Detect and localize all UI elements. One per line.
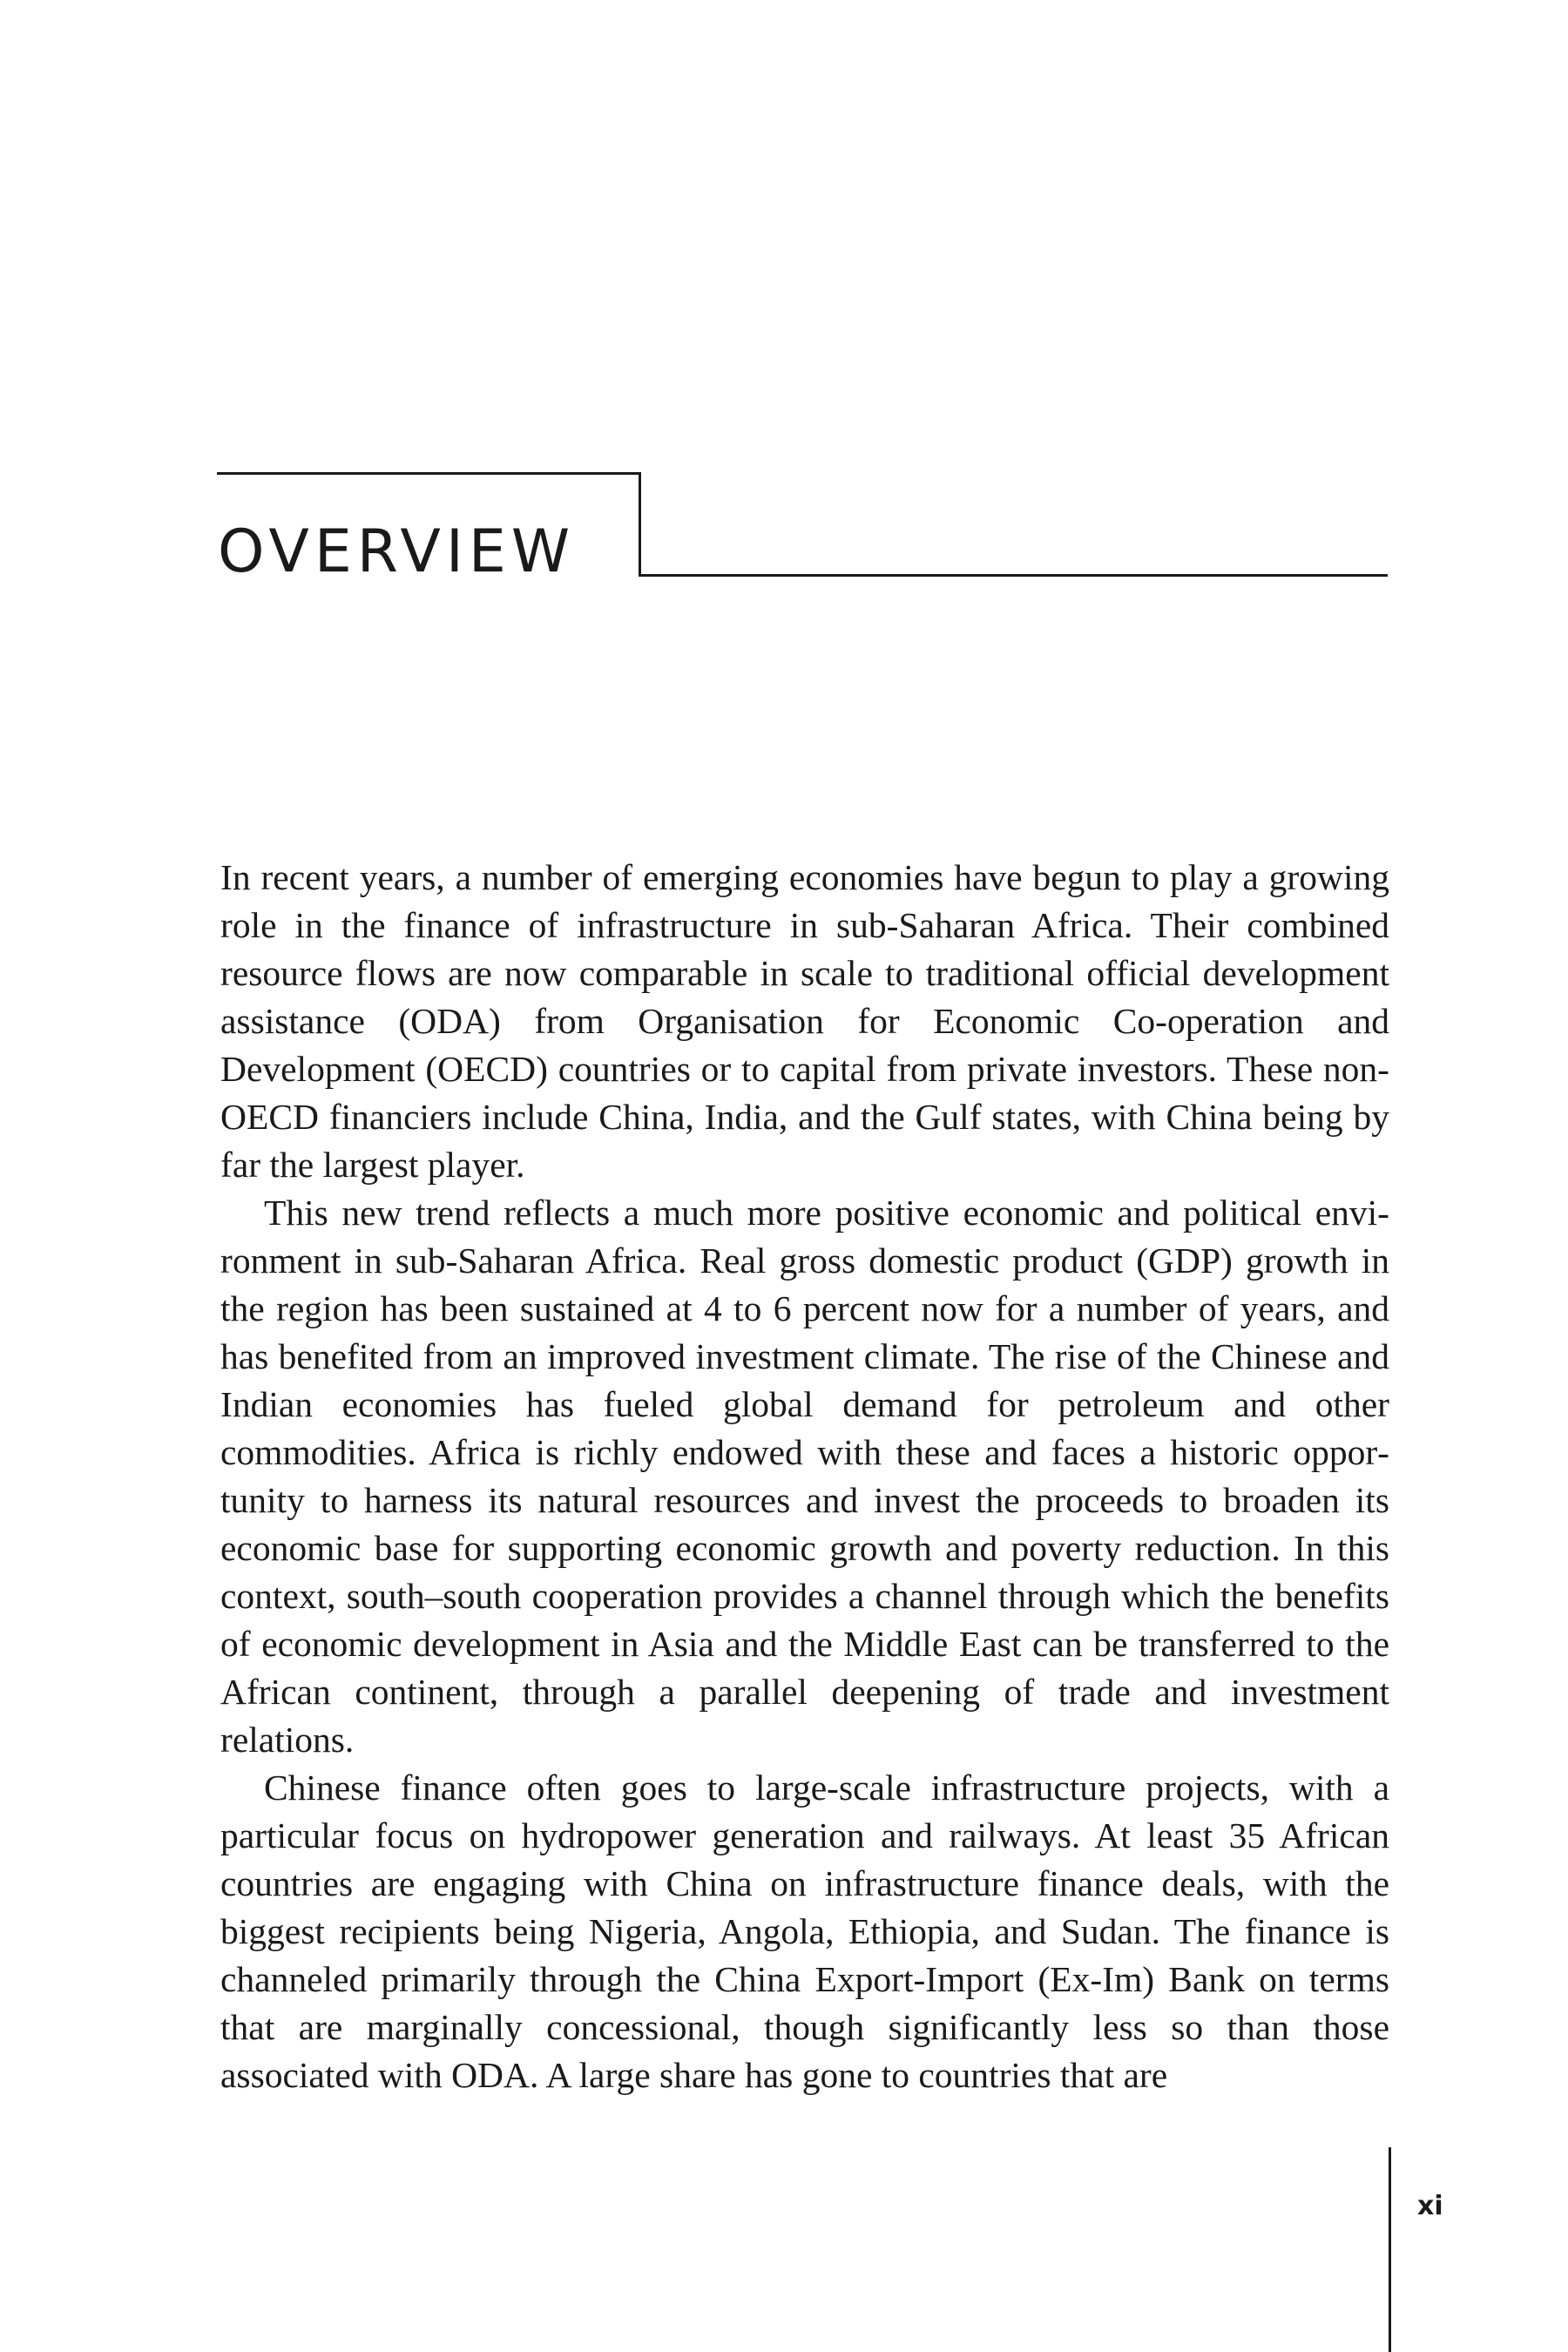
- page-number: xi: [1417, 2191, 1443, 2221]
- chapter-heading: OVERVIEW: [218, 517, 576, 586]
- folio-rule: [1389, 2147, 1391, 2352]
- heading-rule-bottom: [639, 574, 1388, 577]
- paragraph-2: This new trend reflects a much more positive economic and political environment in sub-Saharan Africa. Real gross domestic product (GDP) growth in the region has been sustained at 4 to 6 percent now for a number of years, and has benefited from an improved investment climate. The rise of the Chinese and Indian economies has fueled global demand for petroleum and other commodities. Africa is richly endowed with these and faces a historic opportunity to harness its natural resources and invest the proceeds to broaden its economic base for supporting economic growth and poverty reduction. In this context, south–south cooperation provides a channel through which the benefits of economic development in Asia and the Middle East can be transferred to the African continent, through a parallel deepening of trade and investment relations.: [220, 1193, 1389, 1760]
- paragraph-1: In recent years, a number of emerging economies have begun to play a growing role in the finance of infrastructure in sub-Saharan Africa. Their combined resource flows are now comparable in scale to traditional official development assistance (ODA) from Organisation for Economic Co-operation and Development (OECD) countries or to capital from private investors. These non-OECD financiers include China, India, and the Gulf states, with China being by far the largest player.: [220, 857, 1389, 1185]
- heading-rule-vertical: [639, 472, 641, 577]
- body-text: [220, 854, 1389, 2099]
- paragraph-3: Chinese finance often goes to large-scale infrastructure projects, with a particular focus on hydropower generation and railways. At least 35 African countries are engaging with China on infrastructure finance deals, with the biggest recipients being Nigeria, Angola, Ethiopia, and Sudan. The finance is channeled primarily through the China Export-Import (Ex-Im) Bank on terms that are marginally concessional, though significantly less so than those associated with ODA. A large share has gone to countries that are: [220, 1767, 1389, 2095]
- heading-rule-top: [217, 472, 640, 475]
